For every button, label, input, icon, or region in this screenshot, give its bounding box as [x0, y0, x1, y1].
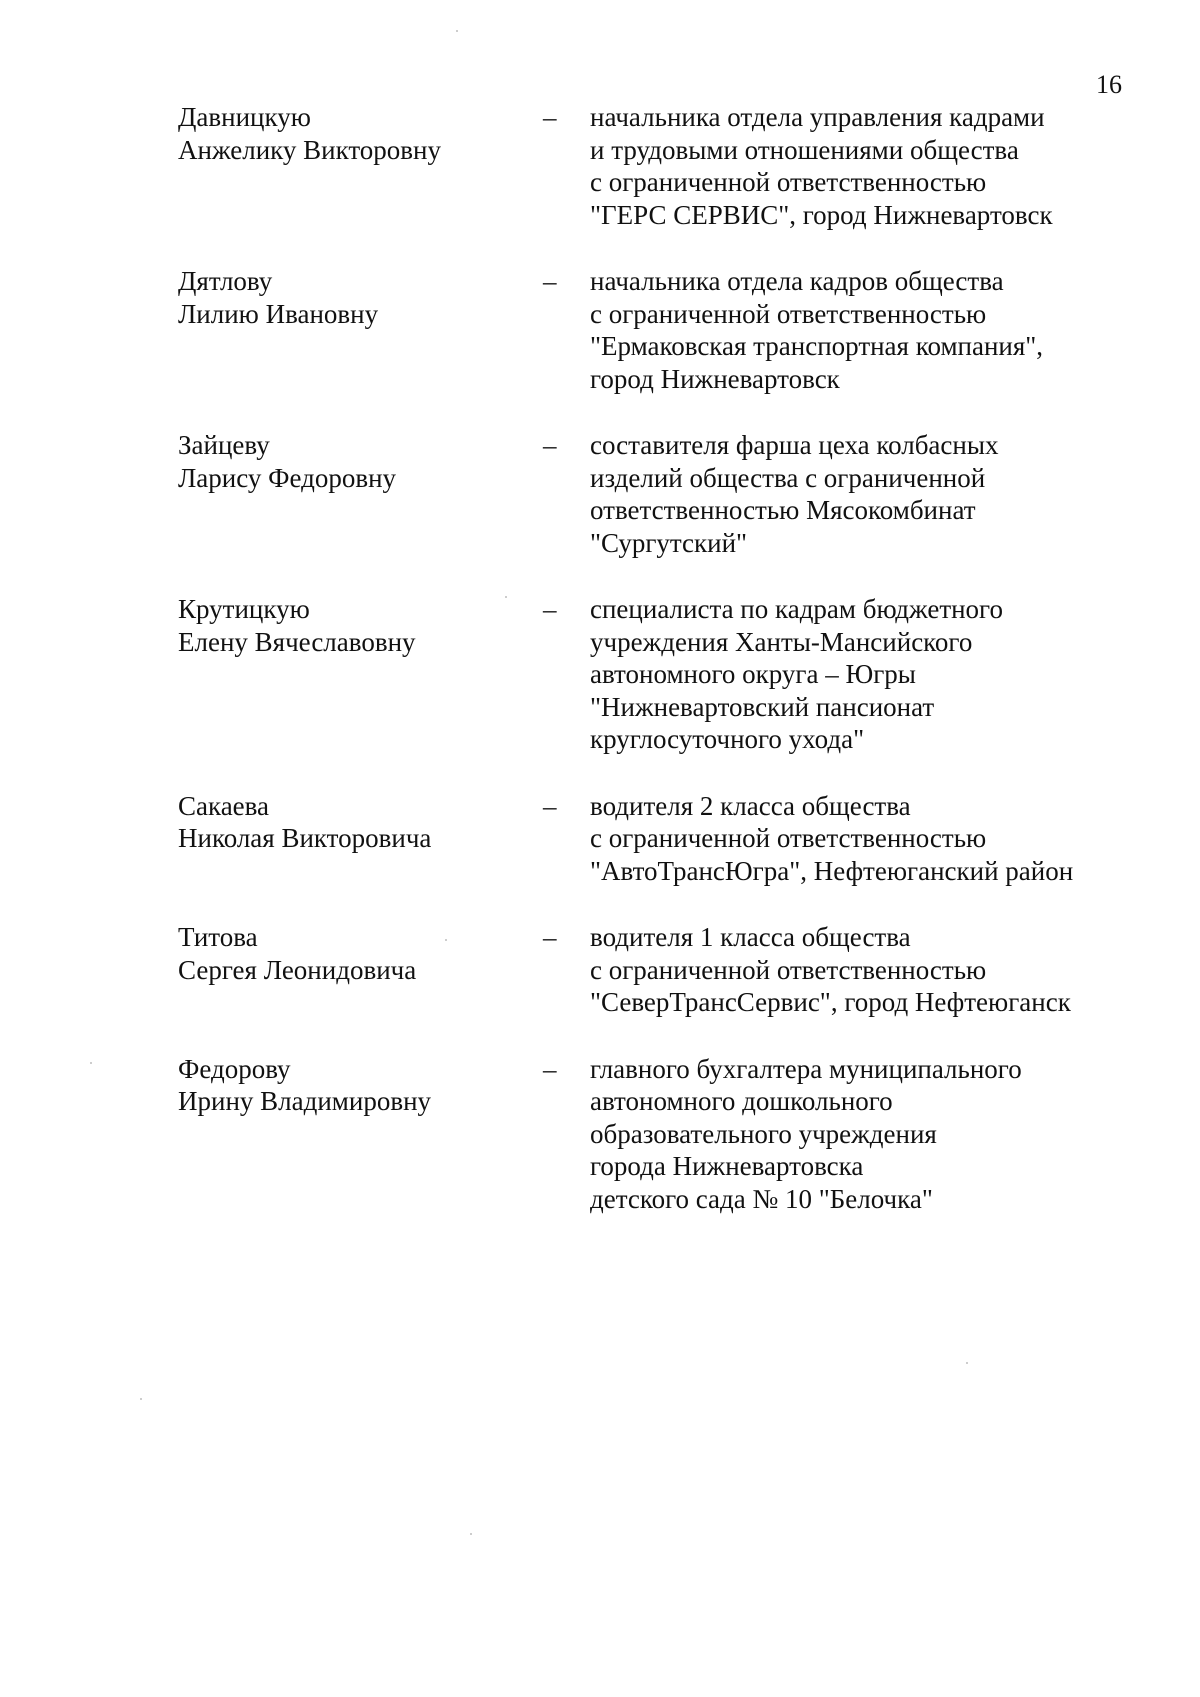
job-title-line: изделий общества с ограниченной — [590, 462, 986, 493]
separator-dash: – — [543, 1053, 557, 1084]
scan-speck — [505, 596, 507, 598]
entry-list — [178, 101, 1128, 1249]
job-title-line: с ограниченной ответственностью — [590, 167, 987, 197]
separator-dash: – — [543, 430, 557, 460]
job-title-line: "Нижневартовский пансионат — [590, 691, 935, 722]
person-name-line: Николая Викторовича — [178, 823, 432, 853]
page-number: 16 — [1096, 70, 1122, 99]
person-name — [178, 593, 543, 658]
list-item — [178, 429, 1128, 559]
job-title-line: детского сада № 10 "Белочка" — [590, 1183, 933, 1214]
person-name-line: Давницкую — [178, 102, 311, 132]
list-item — [178, 101, 1128, 231]
job-title-line: и трудовыми отношениями общества — [590, 134, 1019, 165]
person-name-line: Ирину Владимировну — [178, 1086, 432, 1116]
list-item — [178, 265, 1128, 395]
separator-dash: – — [543, 594, 557, 624]
list-item — [178, 1053, 1128, 1216]
job-title-line: "ГЕРС СЕРВИС", город Нижневартовск — [590, 199, 1053, 230]
separator-dash: – — [543, 102, 557, 132]
list-item — [178, 921, 1128, 1019]
person-name — [178, 921, 543, 986]
person-name-line: Зайцеву — [178, 430, 270, 460]
scan-speck — [445, 939, 447, 941]
scan-speck — [470, 1533, 472, 1535]
person-name-line: Ларису Федоровну — [178, 462, 397, 493]
job-title — [590, 593, 1128, 756]
job-title — [590, 790, 1128, 888]
person-name — [178, 790, 543, 855]
job-title-line: город Нижневартовск — [590, 363, 840, 394]
person-name-line: Крутицкую — [178, 594, 310, 624]
separator-dash: – — [543, 922, 557, 952]
scan-speck — [966, 1362, 968, 1364]
list-item — [178, 790, 1128, 888]
person-name — [178, 429, 543, 494]
person-name-line: Сакаева — [178, 790, 270, 821]
person-name-line: Титова — [178, 922, 258, 952]
job-title — [590, 429, 1128, 559]
job-title-line: города Нижневартовска — [590, 1151, 864, 1181]
person-name-line: Сергея Леонидовича — [178, 954, 417, 985]
job-title-line: образовательного учреждения — [590, 1118, 937, 1149]
job-title-line: с ограниченной ответственностью — [590, 298, 987, 329]
job-title-line: "СеверТрансСервис", город Нефтеюганск — [590, 987, 1071, 1017]
job-title-line: с ограниченной ответственностью — [590, 954, 987, 985]
job-title-line: автономного округа – Югры — [590, 659, 916, 689]
person-name-line: Дятлову — [178, 266, 273, 296]
job-title-line: круглосуточного ухода" — [590, 724, 865, 754]
job-title-line: с ограниченной ответственностью — [590, 823, 987, 853]
scan-speck — [456, 30, 458, 32]
job-title — [590, 1053, 1128, 1216]
job-title — [590, 101, 1128, 231]
scan-speck — [140, 1398, 142, 1400]
job-title — [590, 921, 1128, 1019]
job-title-line: учреждения Ханты-Мансийского — [590, 626, 973, 657]
job-title-line: специалиста по кадрам бюджетного — [590, 594, 1003, 624]
job-title-line: "Сургутский" — [590, 527, 748, 558]
job-title-line: "Ермаковская транспортная компания", — [590, 331, 1044, 361]
job-title-line: автономного дошкольного — [590, 1086, 893, 1116]
person-name — [178, 1053, 543, 1118]
job-title-line: начальника отдела управления кадрами — [590, 102, 1045, 132]
person-name — [178, 265, 543, 330]
list-item — [178, 593, 1128, 756]
job-title-line: главного бухгалтера муниципального — [590, 1053, 1022, 1084]
job-title — [590, 265, 1128, 395]
person-name-line: Елену Вячеславовну — [178, 626, 416, 657]
separator-dash: – — [543, 790, 557, 821]
job-title-line: водителя 1 класса общества — [590, 922, 911, 952]
job-title-line: составителя фарша цеха колбасных — [590, 430, 999, 460]
person-name-line: Анжелику Викторовну — [178, 134, 441, 165]
job-title-line: водителя 2 класса общества — [590, 790, 911, 821]
scan-speck — [90, 1062, 92, 1064]
person-name — [178, 101, 543, 166]
person-name-line: Федорову — [178, 1053, 291, 1084]
job-title-line: "АвтоТрансЮгра", Нефтеюганский район — [590, 855, 1074, 886]
separator-dash: – — [543, 266, 557, 296]
job-title-line: начальника отдела кадров общества — [590, 266, 1004, 296]
person-name-line: Лилию Ивановну — [178, 298, 379, 329]
job-title-line: ответственностью Мясокомбинат — [590, 495, 976, 525]
